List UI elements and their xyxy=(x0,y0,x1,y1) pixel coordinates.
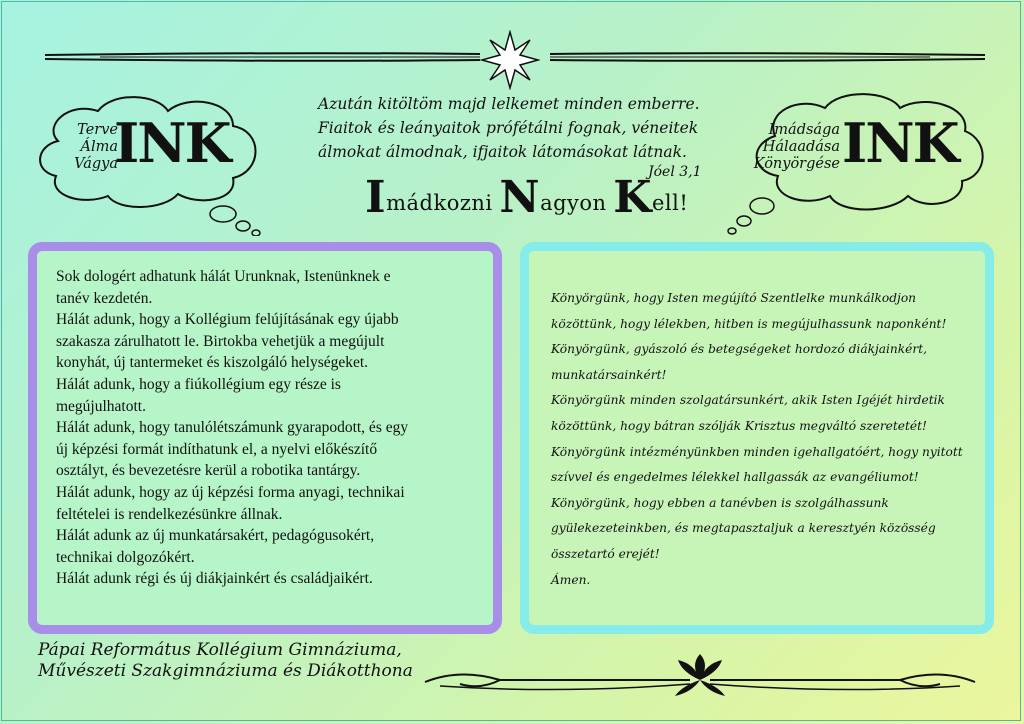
prayer-line: szívvel és engedelmes lélekkel hallgassák az evangéliumot! xyxy=(551,470,919,485)
cloud-right xyxy=(720,86,990,236)
thanks-line: technikai dolgozókért. xyxy=(56,548,195,566)
prayer-line: Ámen. xyxy=(551,572,591,587)
motto-word: ell! xyxy=(652,191,689,215)
prayer-line: Könyörgünk intézményünkben minden igehallgatóért, hogy nyitott xyxy=(551,444,963,459)
cloud-left-words xyxy=(50,122,118,173)
school-name-line: Művészeti Szakgimnáziuma és Diákotthona xyxy=(38,661,413,681)
motto-initial-k: K xyxy=(613,172,652,223)
motto xyxy=(365,172,689,228)
cloud-left-ink: INK xyxy=(114,111,230,175)
thanks-line: konyhát, új tantermeket és kiszolgáló helységeket. xyxy=(56,354,369,372)
thanks-line: Hálát adunk, hogy a Kollégium felújításának egy újabb xyxy=(56,311,399,329)
thanks-line: Hálát adunk, hogy tanulólétszámunk gyarapodott, és egy xyxy=(56,419,409,437)
thanks-line: szakasza zárulhatott le. Birtokba vehetjük a megújult xyxy=(56,332,385,350)
thanks-text xyxy=(56,266,486,590)
prayer-line: gyülekezeteinkben, és megtapasztaljuk a keresztyén közösség xyxy=(551,521,936,536)
prayer-line: összetartó erejét! xyxy=(551,546,660,561)
school-name-line: Pápai Református Kollégium Gimnáziuma, xyxy=(38,640,402,660)
thanks-line: tanév kezdetén. xyxy=(56,289,153,307)
school-name xyxy=(38,640,413,682)
floral-flourish-icon xyxy=(420,650,980,700)
prayer-line: közöttünk, hogy lélekben, hitben is megújulhassunk naponként! xyxy=(551,316,947,331)
motto-initial-n: N xyxy=(499,172,541,223)
thanks-line: feltételei is rendelkezésünkre állnak. xyxy=(56,505,283,523)
thanks-line: Sok dologért adhatunk hálát Urunknak, Istenünknek e xyxy=(56,268,391,285)
verse-line: álmokat álmodnak, ifjaitok látomásokat látnak. xyxy=(318,143,687,161)
motto-word: mádkozni xyxy=(386,191,493,215)
prayer-line: Könyörgünk, hogy ebben a tanévben is szolgálhassunk xyxy=(551,495,889,510)
thanks-line: megújulhatott. xyxy=(56,397,146,415)
cloud-word: Hálaadása xyxy=(762,139,840,155)
prayer-line: Könyörgünk, hogy Isten megújító Szentlelke munkálkodjon xyxy=(551,291,917,305)
motto-initial-i: I xyxy=(365,172,387,223)
cloud-right-ink: INK xyxy=(842,111,958,175)
thanks-line: Hálát adunk, hogy a fiúkollégium egy része is xyxy=(56,375,341,393)
cloud-right-words xyxy=(750,122,840,173)
thanks-line: Hálát adunk régi és új diákjainkért és családjaikért. xyxy=(56,570,373,588)
verse-reference: Jóel 3,1 xyxy=(648,164,702,180)
motto-word: agyon xyxy=(540,191,607,215)
cloud-word: Imádsága xyxy=(768,122,840,138)
cloud-word: Terve xyxy=(77,122,118,138)
prayer-line: Könyörgünk, gyászoló és betegségeket hordozó diákjainkért, xyxy=(551,342,927,357)
cloud-left xyxy=(28,86,268,236)
thanks-line: új képzési formát indíthatunk el, a nyelvi előkészítő xyxy=(56,440,378,458)
thanks-line: osztályt, és bevezetésre kerül a robotika tantárgy. xyxy=(56,462,361,480)
prayer-line: munkatársainkért! xyxy=(551,367,667,382)
thanks-line: Hálát adunk, hogy az új képzési forma anyagi, technikai xyxy=(56,483,405,501)
prayer-line: közöttünk, hogy bátran szólják Krisztus megváltó szeretetét! xyxy=(551,418,927,433)
cloud-word: Álma xyxy=(80,139,118,155)
cloud-word: Vágya xyxy=(74,156,118,172)
prayer-line: Könyörgünk minden szolgatársunkért, akik Isten Igéjét hirdetik xyxy=(551,393,945,408)
verse-line: Azután kitöltöm majd lelkemet minden emberre. xyxy=(318,95,700,113)
verse-line: Fiaitok és leányaitok prófétálni fognak, véneitek xyxy=(318,119,699,137)
prayers-text xyxy=(551,286,971,593)
thanks-line: Hálát adunk az új munkatársakért, pedagógusokért, xyxy=(56,527,375,545)
verse xyxy=(318,92,708,164)
eight-point-star-icon xyxy=(480,30,540,90)
cloud-word: Könyörgése xyxy=(753,156,840,172)
